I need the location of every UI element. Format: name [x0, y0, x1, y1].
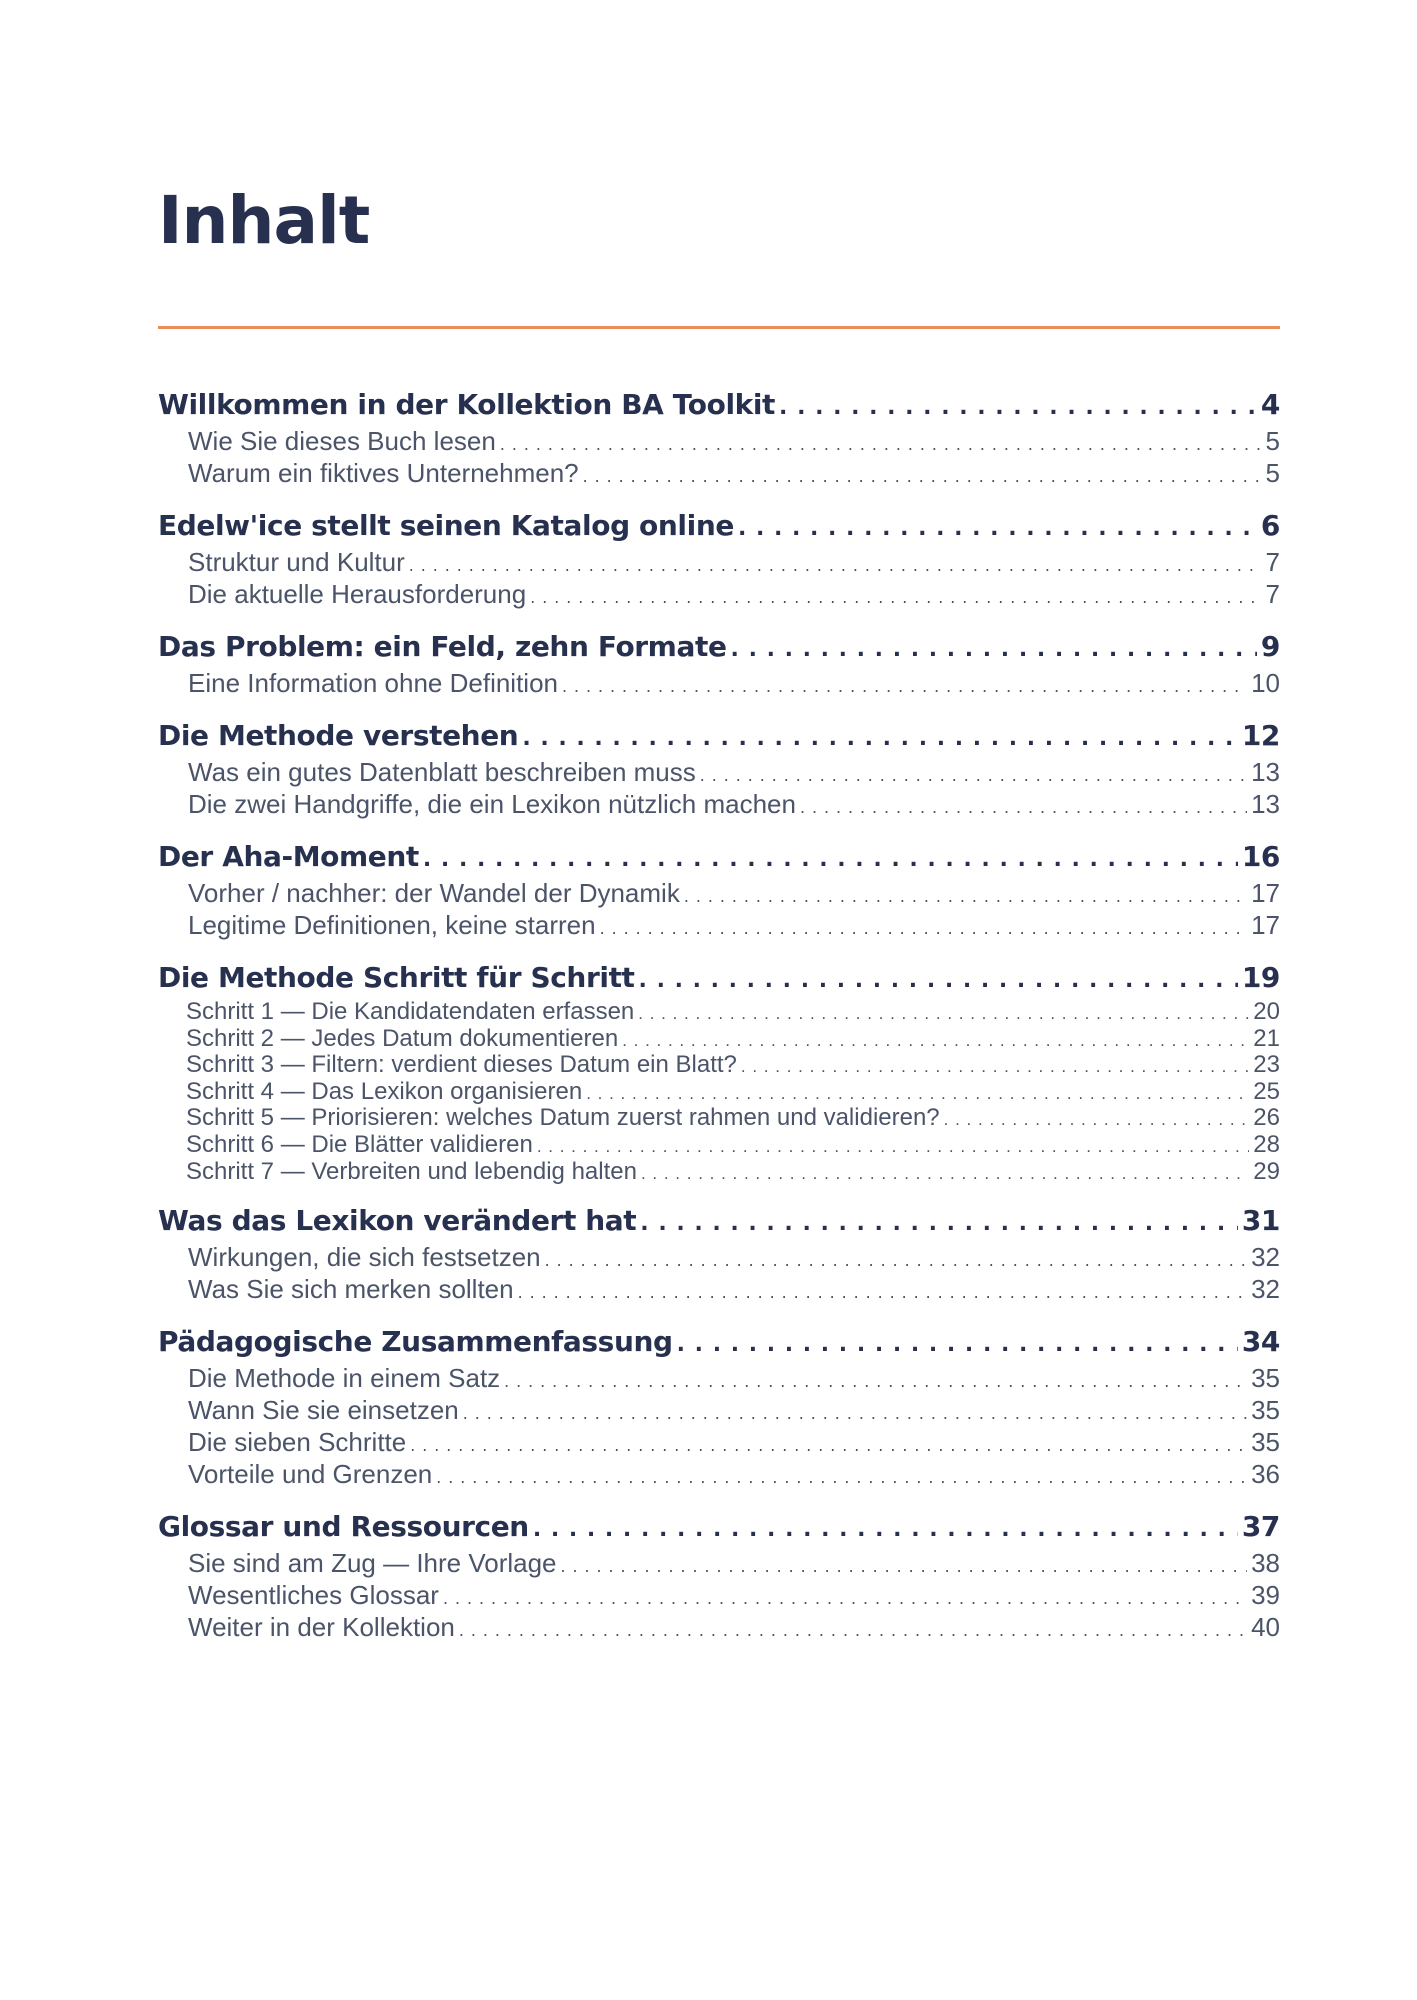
toc-entry-title: Die sieben Schritte: [188, 1427, 407, 1458]
dot-leader: [741, 1053, 1249, 1080]
toc-section-entry[interactable]: [158, 459, 1280, 491]
toc-entry-title: Was das Lexikon verändert hat: [158, 1204, 637, 1238]
dot-leader: [436, 1460, 1247, 1492]
dot-leader: [562, 669, 1247, 701]
toc-entry-page-number: 20: [1253, 998, 1280, 1025]
toc-entry-title: Schritt 1 — Die Kandidatendaten erfassen: [186, 998, 635, 1025]
dot-leader: [641, 1160, 1249, 1187]
toc-entry-title: Die Methode verstehen: [158, 719, 519, 752]
dot-leader: [684, 879, 1247, 911]
toc-entry-page-number: 35: [1251, 1395, 1280, 1426]
toc-entry-page-number: 17: [1251, 878, 1280, 908]
toc-entry-title: Schritt 5 — Priorisieren: welches Datum zuerst rahmen und validieren?: [186, 1104, 940, 1132]
toc-entry-page-number: 34: [1241, 1325, 1280, 1359]
toc-entry-page-number: 35: [1251, 1427, 1280, 1458]
toc-section-entry[interactable]: [158, 1053, 1280, 1080]
toc-chapter: [158, 1202, 1280, 1307]
toc-entry-page-number: 9: [1260, 630, 1280, 663]
toc-entry-page-number: 10: [1251, 668, 1280, 698]
toc-section-entry[interactable]: [158, 1157, 1280, 1187]
dot-leader: [583, 459, 1262, 491]
toc-entry-title: Was ein gutes Datenblatt beschreiben muss: [188, 757, 696, 787]
toc-entry-page-number: 23: [1253, 1051, 1280, 1079]
toc-entry-page-number: 26: [1253, 1104, 1280, 1132]
toc-entry-title: Wann Sie sie einsetzen: [188, 1395, 459, 1426]
toc-entry-page-number: 37: [1241, 1510, 1280, 1544]
toc-entry-title: Sie sind am Zug — Ihre Vorlage: [188, 1548, 557, 1579]
toc-section-entry[interactable]: [158, 1024, 1280, 1054]
dot-leader: [530, 580, 1261, 612]
dot-leader: [600, 911, 1248, 943]
toc-chapter-entry[interactable]: [158, 507, 1280, 548]
dot-leader: [731, 628, 1257, 669]
toc-chapter-entry[interactable]: [158, 1508, 1280, 1549]
toc-entry-page-number: 12: [1241, 719, 1280, 752]
dot-leader: [504, 1364, 1247, 1396]
toc-chapter-entry[interactable]: [158, 1323, 1280, 1364]
toc-entry-page-number: 39: [1251, 1580, 1280, 1611]
toc-chapter-entry[interactable]: [158, 628, 1280, 669]
title-divider: [158, 326, 1280, 329]
toc-entry-title: Was Sie sich merken sollten: [188, 1274, 514, 1305]
toc-entry-page-number: 31: [1241, 1204, 1280, 1238]
toc-entry-title: Edelw'ice stellt seinen Katalog online: [158, 509, 734, 542]
toc-section-entry[interactable]: [158, 580, 1280, 612]
dot-leader: [537, 1133, 1249, 1160]
toc-entry-title: Warum ein fiktives Unternehmen?: [188, 458, 579, 488]
toc-entry-page-number: 7: [1265, 547, 1280, 577]
toc-section-entry[interactable]: [158, 1364, 1280, 1396]
toc-entry-title: Legitime Definitionen, keine starren: [188, 910, 596, 940]
toc-section-entry[interactable]: [158, 548, 1280, 580]
toc-entry-page-number: 32: [1251, 1242, 1280, 1273]
toc-chapter: [158, 386, 1280, 491]
dot-leader: [622, 1027, 1249, 1054]
toc-entry-page-number: 32: [1251, 1274, 1280, 1305]
toc-chapter-entry[interactable]: [158, 1202, 1280, 1243]
toc-chapter: [158, 507, 1280, 612]
toc-entry-title: Wirkungen, die sich festsetzen: [188, 1242, 541, 1273]
toc-section-entry[interactable]: [158, 1000, 1280, 1027]
toc-entry-page-number: 29: [1253, 1157, 1280, 1185]
dot-leader: [638, 1000, 1249, 1027]
toc-entry-page-number: 28: [1253, 1130, 1280, 1158]
toc-entry-title: Eine Information ohne Definition: [188, 668, 559, 698]
toc-entry-title: Willkommen in der Kollektion BA Toolkit: [158, 388, 776, 421]
toc-entry-page-number: 35: [1251, 1363, 1280, 1394]
toc-entry-title: Struktur und Kultur: [188, 547, 405, 577]
toc-entry-title: Glossar und Ressourcen: [158, 1510, 529, 1544]
toc-section-entry[interactable]: [158, 1549, 1280, 1581]
dot-leader: [522, 717, 1238, 758]
toc-entry-title: Weiter in der Kollektion: [188, 1612, 455, 1643]
toc-section-entry[interactable]: [158, 1106, 1280, 1133]
toc-entry-title: Vorher / nachher: der Wandel der Dynamik: [188, 878, 680, 908]
toc-chapter-entry[interactable]: [158, 717, 1280, 758]
dot-leader: [640, 1202, 1238, 1243]
dot-leader: [545, 1243, 1247, 1275]
toc-entry-page-number: 19: [1241, 961, 1280, 994]
toc-entry-page-number: 13: [1251, 789, 1280, 819]
toc-section-entry[interactable]: [158, 1077, 1280, 1107]
toc-section-entry[interactable]: [158, 1275, 1280, 1307]
toc-entry-title: Wesentliches Glossar: [188, 1580, 439, 1611]
toc-chapter: [158, 717, 1280, 822]
dot-leader: [410, 1428, 1247, 1460]
toc-entry-title: Pädagogische Zusammenfassung: [158, 1325, 673, 1359]
dot-leader: [423, 838, 1238, 879]
dot-leader: [800, 790, 1247, 822]
toc-entry-page-number: 6: [1260, 509, 1280, 542]
toc-section-entry[interactable]: [158, 790, 1280, 822]
dot-leader: [700, 758, 1247, 790]
dot-leader: [500, 427, 1262, 459]
toc-entry-page-number: 36: [1251, 1459, 1280, 1490]
toc-chapter: [158, 1508, 1280, 1645]
toc-entry-title: Schritt 4 — Das Lexikon organisieren: [186, 1077, 583, 1105]
toc-entry-title: Vorteile und Grenzen: [188, 1459, 433, 1490]
toc-chapter: [158, 959, 1280, 1186]
toc-entry-title: Die Methode Schritt für Schritt: [158, 961, 635, 994]
dot-leader: [409, 548, 1262, 580]
dot-leader: [463, 1396, 1247, 1428]
toc-entry-title: Wie Sie dieses Buch lesen: [188, 426, 496, 456]
dot-leader: [677, 1323, 1238, 1364]
toc-section-entry[interactable]: [158, 1243, 1280, 1275]
dot-leader: [779, 386, 1257, 427]
toc-section-entry[interactable]: [158, 1613, 1280, 1645]
toc-entry-page-number: 16: [1241, 840, 1280, 873]
toc-chapter-entry[interactable]: [158, 386, 1280, 427]
dot-leader: [586, 1080, 1249, 1107]
toc-chapter: [158, 628, 1280, 701]
toc-chapter-entry[interactable]: [158, 838, 1280, 879]
toc-section-entry[interactable]: [158, 1396, 1280, 1428]
toc-section-entry[interactable]: [158, 911, 1280, 943]
toc-entry-page-number: 5: [1265, 458, 1280, 488]
toc-section-entry[interactable]: [158, 1428, 1280, 1460]
toc-chapter: [158, 838, 1280, 943]
toc-entry-page-number: 38: [1251, 1548, 1280, 1579]
toc-entry-page-number: 7: [1265, 579, 1280, 609]
toc-entry-title: Schritt 3 — Filtern: verdient dieses Datum ein Blatt?: [186, 1051, 737, 1079]
dot-leader: [738, 507, 1257, 548]
toc-entry-page-number: 25: [1253, 1077, 1280, 1105]
toc-entry-page-number: 40: [1251, 1612, 1280, 1643]
page-title: Inhalt: [158, 182, 370, 259]
toc-entry-title: Die aktuelle Herausforderung: [188, 579, 527, 609]
toc-entry-title: Der Aha-Moment: [158, 840, 419, 873]
dot-leader: [533, 1508, 1238, 1549]
toc-section-entry[interactable]: [158, 879, 1280, 911]
toc-entry-page-number: 4: [1260, 388, 1280, 421]
toc-entry-title: Die zwei Handgriffe, die ein Lexikon nützlich machen: [188, 789, 796, 819]
toc-entry-title: Die Methode in einem Satz: [188, 1363, 501, 1394]
table-of-contents: [158, 386, 1280, 1661]
dot-leader: [518, 1275, 1247, 1307]
toc-entry-page-number: 13: [1251, 757, 1280, 787]
toc-section-entry[interactable]: [158, 1581, 1280, 1613]
toc-entry-page-number: 5: [1265, 426, 1280, 456]
dot-leader: [561, 1549, 1248, 1581]
toc-entry-page-number: 21: [1253, 1024, 1280, 1052]
toc-section-entry[interactable]: [158, 758, 1280, 790]
toc-entry-title: Schritt 6 — Die Blätter validieren: [186, 1130, 533, 1158]
dot-leader: [639, 959, 1238, 1000]
toc-entry-title: Das Problem: ein Feld, zehn Formate: [158, 630, 727, 663]
toc-chapter: [158, 1323, 1280, 1492]
dot-leader: [459, 1613, 1247, 1645]
toc-section-entry[interactable]: [158, 669, 1280, 701]
toc-section-entry[interactable]: [158, 1460, 1280, 1492]
toc-entry-title: Schritt 7 — Verbreiten und lebendig halten: [186, 1157, 637, 1185]
toc-entry-title: Schritt 2 — Jedes Datum dokumentieren: [186, 1024, 619, 1052]
toc-section-entry[interactable]: [158, 1130, 1280, 1160]
toc-section-entry[interactable]: [158, 427, 1280, 459]
toc-chapter-entry[interactable]: [158, 959, 1280, 1000]
dot-leader: [944, 1106, 1250, 1133]
dot-leader: [443, 1581, 1247, 1613]
toc-entry-page-number: 17: [1251, 910, 1280, 940]
